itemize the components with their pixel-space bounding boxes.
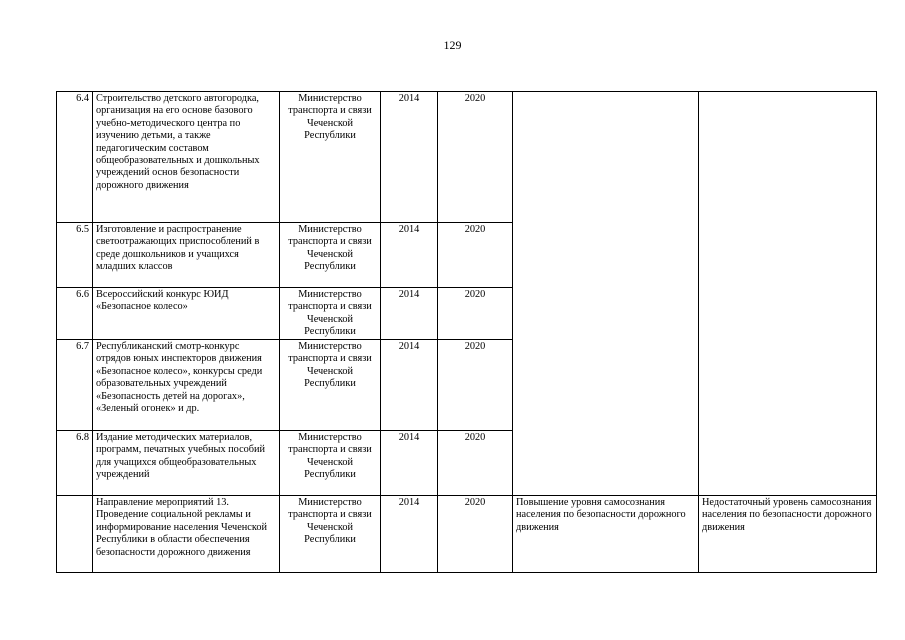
start-year: 2014 bbox=[381, 92, 438, 223]
end-year: 2020 bbox=[438, 496, 513, 573]
start-year: 2014 bbox=[381, 431, 438, 496]
end-year: 2020 bbox=[438, 431, 513, 496]
measures-table bbox=[56, 91, 877, 573]
consequence: Недостаточный уровень самосознания населения по безопасности дорожного движения bbox=[699, 496, 877, 573]
start-year: 2014 bbox=[381, 223, 438, 288]
start-year: 2014 bbox=[381, 340, 438, 431]
page-number: 129 bbox=[443, 38, 462, 52]
end-year: 2020 bbox=[438, 288, 513, 340]
consequence-merged bbox=[699, 92, 877, 496]
expected-result: Повышение уровня самосознания населения по безопасности дорожного движения bbox=[513, 496, 699, 573]
measure-name: Строительство детского автогородка, организация на его основе базового учебно-методического центра по изучению детьми, а также педагогическим составом общеобразовательных и дошкольных учреждений основ безопасности дорожного движения bbox=[93, 92, 280, 223]
measure-name: Издание методических материалов, программ, печатных учебных пособий для учащихся общеобразовательных учреждений bbox=[93, 431, 280, 496]
end-year: 2020 bbox=[438, 223, 513, 288]
executor: Министерство транспорта и связи Чеченской Республики bbox=[280, 431, 381, 496]
expected-result-merged bbox=[513, 92, 699, 496]
end-year: 2020 bbox=[438, 340, 513, 431]
direction-row bbox=[57, 496, 877, 573]
row-number: 6.7 bbox=[57, 340, 93, 431]
row-number: 6.5 bbox=[57, 223, 93, 288]
row-number: 6.6 bbox=[57, 288, 93, 340]
measure-name: Республиканский смотр-конкурс отрядов юных инспекторов движения «Безопасное колесо», конкурсы среди образовательных учреждений «Безопасность детей на дорогах», «Зеленый огонек» и др. bbox=[93, 340, 280, 431]
row-number: 6.4 bbox=[57, 92, 93, 223]
row-number bbox=[57, 496, 93, 573]
executor: Министерство транспорта и связи Чеченской Республики bbox=[280, 223, 381, 288]
start-year: 2014 bbox=[381, 496, 438, 573]
executor: Министерство транспорта и связи Чеченской Республики bbox=[280, 92, 381, 223]
executor: Министерство транспорта и связи Чеченской Республики bbox=[280, 496, 381, 573]
measure-name: Всероссийский конкурс ЮИД «Безопасное колесо» bbox=[93, 288, 280, 340]
row-number: 6.8 bbox=[57, 431, 93, 496]
end-year: 2020 bbox=[438, 92, 513, 223]
executor: Министерство транспорта и связи Чеченской Республики bbox=[280, 340, 381, 431]
measure-name: Изготовление и распространение светоотражающих приспособлений в среде дошкольников и учащихся младших классов bbox=[93, 223, 280, 288]
executor: Министерство транспорта и связи Чеченской Республики bbox=[280, 288, 381, 340]
direction-name: Направление мероприятий 13. Проведение социальной рекламы и информирование населения Чеченской Республики в области обеспечения безопасности дорожного движения bbox=[93, 496, 280, 573]
start-year: 2014 bbox=[381, 288, 438, 340]
table-row bbox=[57, 92, 877, 223]
